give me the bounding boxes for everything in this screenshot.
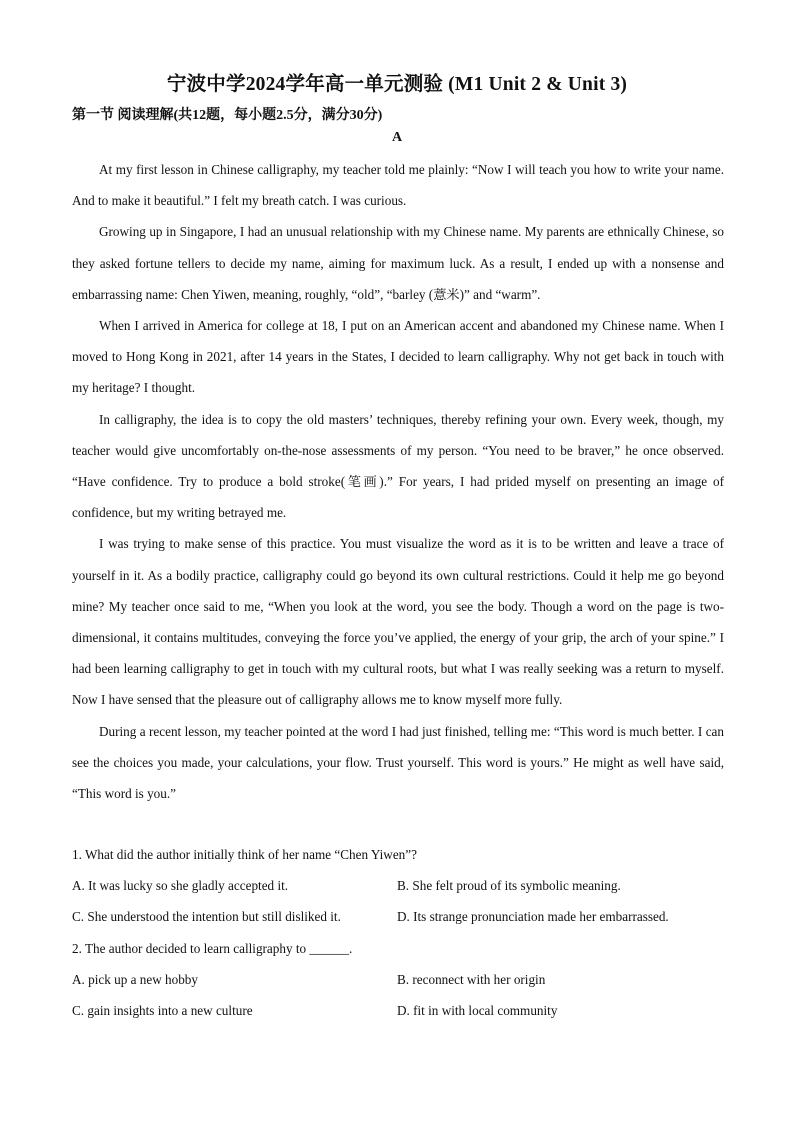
option-row	[72, 901, 724, 932]
option-d[interactable]: D. fit in with local community	[397, 1003, 558, 1019]
option-b[interactable]: B. reconnect with her origin	[397, 971, 546, 987]
passage-paragraph: During a recent lesson, my teacher pointed at the word I had just finished, telling me: “This word is much better. I can see the choices you made, your calculations, your flow. Trust yourself. This word is yours.” He might as well have said, “This word is you.”	[72, 723, 724, 802]
option-row	[72, 964, 724, 995]
section-heading: 第一节 阅读理解(共12题，每小题2.5分，满分30分)	[72, 108, 383, 123]
option-row	[72, 995, 724, 1026]
question-2	[72, 933, 724, 1027]
passage-paragraph: At my first lesson in Chinese calligraphy, my teacher told me plainly: “Now I will teach you how to write your name. And to make it beautiful.” I felt my breath catch. I was curious.	[72, 162, 724, 209]
option-a[interactable]: A. It was lucky so she gladly accepted it.	[72, 878, 289, 894]
passage-paragraph: I was trying to make sense of this practice. You must visualize the word as it is to be written and leave a trace of yourself in it. As a bodily practice, calligraphy could go beyond its own cultural restrictions. Could it help me go beyond mine? My teacher once said to me, “When you look at the word, you see the body. Though a word on the page is two-dimensional, it contains multitudes, conveying the force you’ve applied, the energy of your grip, the arch of your spine.” I had been learning calligraphy to get in touch with my cultural roots, but what I was really seeking was a return to myself. Now I have sensed that the pleasure out of calligraphy allows me to know myself more fully.	[72, 536, 724, 708]
part-label: A	[391, 130, 403, 145]
question-stem: 1. What did the author initially think of her name “Chen Yiwen”?	[72, 847, 417, 862]
question-stem: 2. The author decided to learn calligraphy to ______.	[72, 940, 353, 956]
option-c[interactable]: C. gain insights into a new culture	[72, 1003, 253, 1019]
question-list	[72, 839, 724, 1026]
reading-passage	[72, 154, 724, 809]
passage-paragraph: In calligraphy, the idea is to copy the old masters’ techniques, thereby refining your own. Every week, though, my teacher would give uncomfortably on-the-nose assessments of my person. “You need to be braver,” he once observed. “Have confidence. Try to produce a bold stroke(笔画).” For years, I had prided myself on presenting an image of confidence, but my writing betrayed me.	[72, 411, 724, 521]
option-a[interactable]: A. pick up a new hobby	[72, 971, 198, 987]
passage-paragraph: Growing up in Singapore, I had an unusual relationship with my Chinese name. My parents are ethnically Chinese, so they asked fortune tellers to decide my name, aiming for maximum luck. As a result, I ended up with a nonsense and embarrassing name: Chen Yiwen, meaning, roughly, “old”, “barley (薏米)” and “warm”.	[72, 224, 724, 302]
question-1	[72, 839, 724, 933]
passage-paragraph: When I arrived in America for college at 18, I put on an American accent and abandoned my Chinese name. When I moved to Hong Kong in 2021, after 14 years in the States, I decided to learn calligraphy. Why not get back in touch with my heritage? I thought.	[72, 318, 724, 396]
option-d[interactable]: D. Its strange pronunciation made her embarrassed.	[397, 909, 669, 925]
option-b[interactable]: B. She felt proud of its symbolic meaning.	[397, 878, 621, 894]
page-title: 宁波中学2024学年高一单元测验 (M1 Unit 2 & Unit 3)	[166, 74, 628, 95]
option-row	[72, 870, 724, 901]
option-c[interactable]: C. She understood the intention but still disliked it.	[72, 909, 341, 925]
